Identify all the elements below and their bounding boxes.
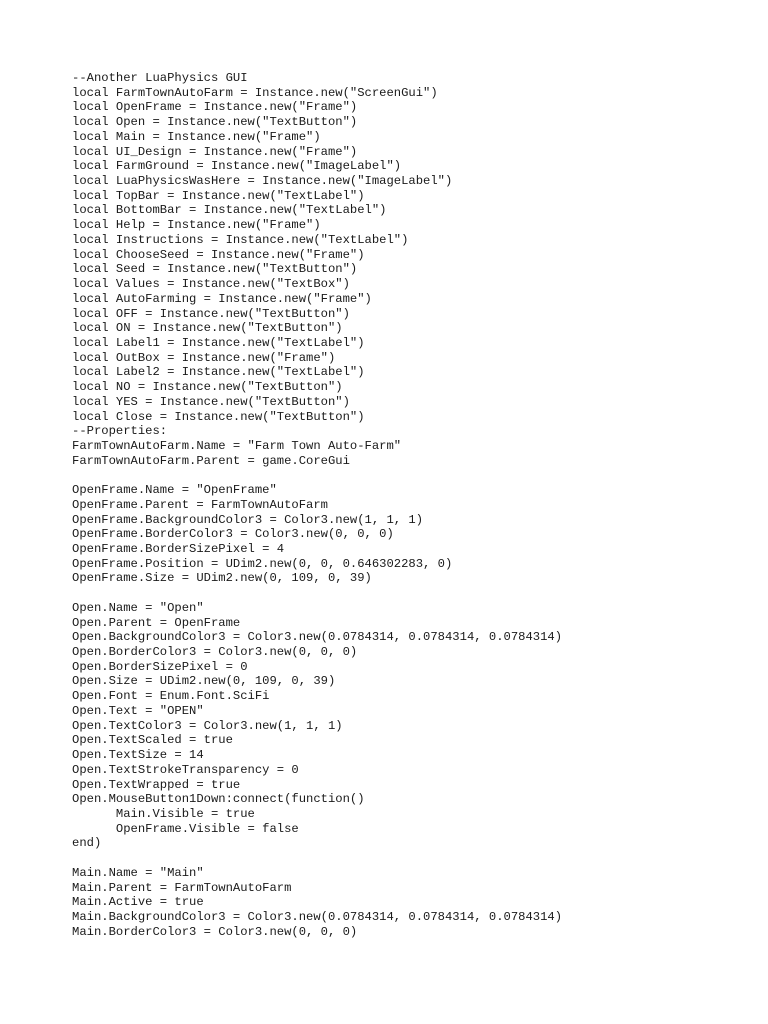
code-line: [72, 468, 562, 483]
code-line: OpenFrame.Parent = FarmTownAutoFarm: [72, 497, 328, 512]
code-line: Open.TextWrapped = true: [72, 777, 241, 792]
code-line: local ON = Instance.new("TextButton"): [72, 321, 343, 336]
code-line: OpenFrame.Size = UDim2.new(0, 109, 0, 39): [72, 571, 372, 586]
code-line: Open.Name = "Open": [72, 600, 204, 615]
code-line: Main.Parent = FarmTownAutoFarm: [72, 880, 292, 895]
code-line: Main.Visible = true: [72, 806, 255, 821]
code-line: local FarmTownAutoFarm = Instance.new("ScreenGui"): [72, 85, 438, 100]
code-line: local TopBar = Instance.new("TextLabel"): [72, 188, 365, 203]
code-line: OpenFrame.BorderColor3 = Color3.new(0, 0, 0): [72, 527, 394, 542]
code-line: Open.TextSize = 14: [72, 748, 204, 763]
code-line: local Close = Instance.new("TextButton"): [72, 409, 365, 424]
code-line: Open.TextStrokeTransparency = 0: [72, 762, 299, 777]
code-line: local YES = Instance.new("TextButton"): [72, 394, 350, 409]
code-line: Open.BorderColor3 = Color3.new(0, 0, 0): [72, 645, 358, 660]
code-line: local NO = Instance.new("TextButton"): [72, 380, 343, 395]
code-line: local Values = Instance.new("TextBox"): [72, 277, 350, 292]
code-line: local Help = Instance.new("Frame"): [72, 218, 321, 233]
code-line: local AutoFarming = Instance.new("Frame"): [72, 291, 372, 306]
code-line: local Main = Instance.new("Frame"): [72, 129, 321, 144]
code-line: local Instructions = Instance.new("TextLabel"): [72, 232, 409, 247]
code-line: [72, 586, 562, 601]
code-line: Open.Size = UDim2.new(0, 109, 0, 39): [72, 674, 336, 689]
code-line: --Properties:: [72, 424, 168, 439]
code-line: local LuaPhysicsWasHere = Instance.new("ImageLabel"): [72, 174, 453, 189]
code-line: local FarmGround = Instance.new("ImageLabel"): [72, 159, 402, 174]
code-line: OpenFrame.Name = "OpenFrame": [72, 483, 277, 498]
code-line: local Open = Instance.new("TextButton"): [72, 115, 358, 130]
code-line: Open.MouseButton1Down:connect(function(): [72, 792, 365, 807]
code-line: local OutBox = Instance.new("Frame"): [72, 350, 336, 365]
code-line: [72, 851, 562, 866]
code-line: Open.Text = "OPEN": [72, 703, 204, 718]
code-line: local ChooseSeed = Instance.new("Frame"): [72, 247, 365, 262]
code-line: Main.BorderColor3 = Color3.new(0, 0, 0): [72, 924, 358, 939]
code-line: local OpenFrame = Instance.new("Frame"): [72, 100, 358, 115]
code-line: local Label1 = Instance.new("TextLabel"): [72, 335, 365, 350]
code-line: Open.Parent = OpenFrame: [72, 615, 241, 630]
code-line: local OFF = Instance.new("TextButton"): [72, 306, 350, 321]
code-line: --Another LuaPhysics GUI: [72, 71, 248, 85]
code-line: Main.Active = true: [72, 895, 204, 910]
code-line: OpenFrame.Visible = false: [72, 821, 299, 836]
code-line: Main.Name = "Main": [72, 865, 204, 880]
code-line: Open.BackgroundColor3 = Color3.new(0.0784314, 0.0784314, 0.0784314): [72, 630, 563, 645]
code-line: Open.Font = Enum.Font.SciFi: [72, 689, 270, 704]
code-listing: [72, 71, 562, 939]
code-line: FarmTownAutoFarm.Name = "Farm Town Auto-Farm": [72, 438, 402, 453]
code-line: Open.TextColor3 = Color3.new(1, 1, 1): [72, 718, 343, 733]
code-line: FarmTownAutoFarm.Parent = game.CoreGui: [72, 453, 350, 468]
code-line: OpenFrame.Position = UDim2.new(0, 0, 0.646302283, 0): [72, 556, 453, 571]
code-line: Main.BackgroundColor3 = Color3.new(0.0784314, 0.0784314, 0.0784314): [72, 909, 563, 924]
code-line: Open.BorderSizePixel = 0: [72, 659, 248, 674]
code-line: end): [72, 836, 102, 851]
code-line: local BottomBar = Instance.new("TextLabel"): [72, 203, 387, 218]
code-line: OpenFrame.BackgroundColor3 = Color3.new(1, 1, 1): [72, 512, 424, 527]
code-line: local Seed = Instance.new("TextButton"): [72, 262, 358, 277]
code-line: OpenFrame.BorderSizePixel = 4: [72, 542, 285, 556]
code-line: local Label2 = Instance.new("TextLabel"): [72, 365, 365, 380]
code-line: Open.TextScaled = true: [72, 733, 233, 748]
code-line: local UI_Design = Instance.new("Frame"): [72, 144, 358, 159]
